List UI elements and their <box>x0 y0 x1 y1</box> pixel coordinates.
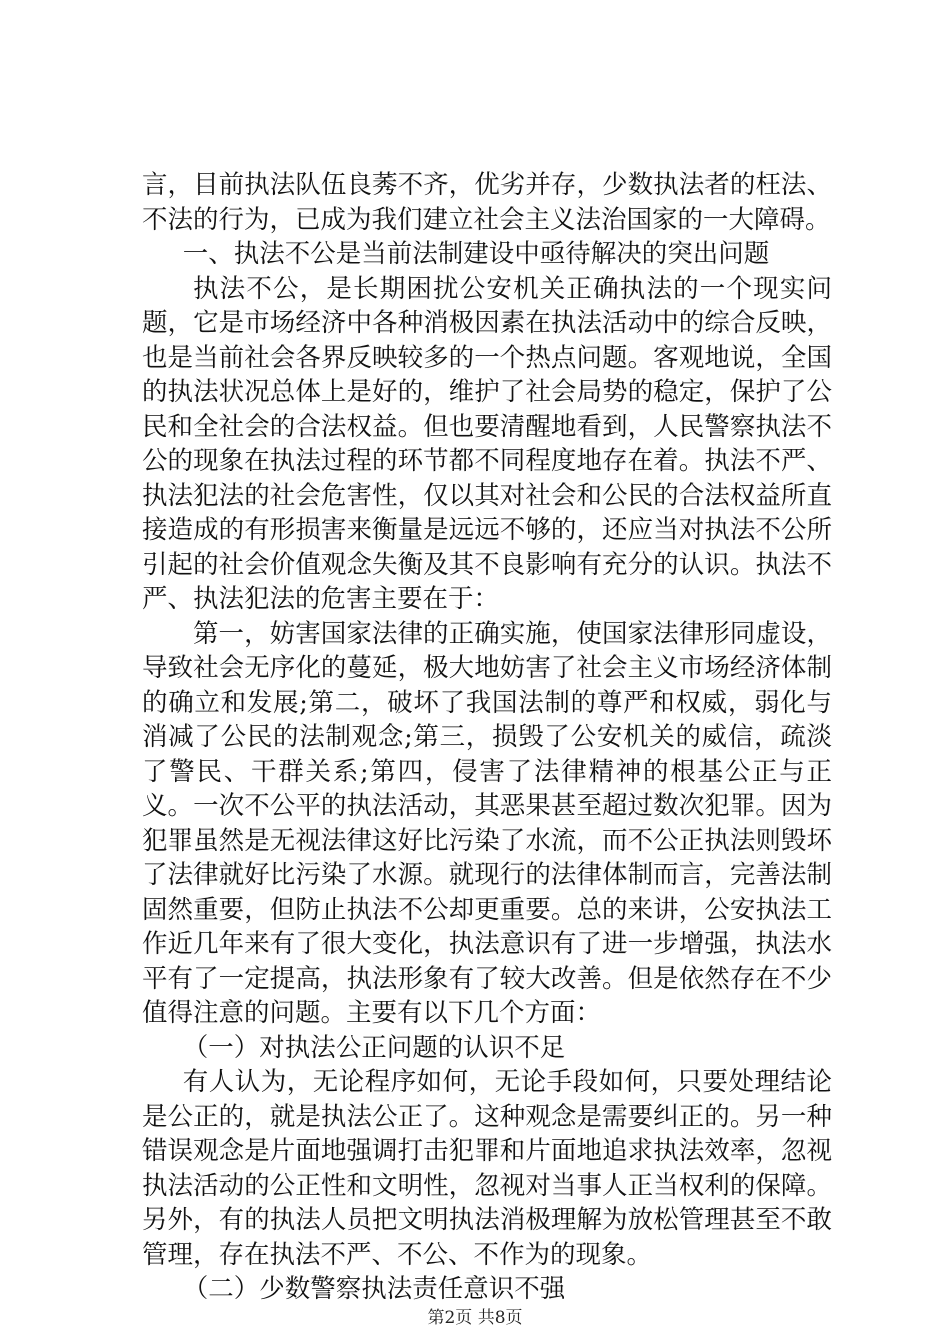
document-body <box>142 168 832 1307</box>
page-footer: 第2页 共8页 <box>427 1308 523 1328</box>
section-heading-1: 一、执法不公是当前法制建设中亟待解决的突出问题 <box>182 239 770 269</box>
paragraph-unfair-enforcement: 执法不公，是长期困扰公安机关正确执法的一个现实问题，它是市场经济中各种消极因素在执法活动中的综合反映，也是当前社会各界反映较多的一个热点问题。客观地说，全国的执法状况总体上是好的，维护了社会局势的稳定，保护了公民和全社会的合法权益。但也要清醒地看到，人民警察执法不公的现象在执法过程的环节都不同程度地存在着。执法不严、执法犯法的社会危害性，仅以其对社会和公民的合法权益所直接造成的有形损害来衡量是远远不够的，还应当对执法不公所引起的社会价值观念失衡及其不良影响有充分的认识。执法不严、执法犯法的危害主要在于： <box>142 273 832 614</box>
paragraph-misconceptions: 有人认为，无论程序如何，无论手段如何，只要处理结论是公正的，就是执法公正了。这种观念是需要纠正的。另一种错误观念是片面地强调打击犯罪和片面地追求执法效率，忽视执法活动的公正性和文明性，忽视对当事人正当权利的保障。另外，有的执法人员把文明执法消极理解为放松管理甚至不敢管理，存在执法不严、不公、不作为的现象。 <box>142 1067 832 1270</box>
paragraph-continuation: 言，目前执法队伍良莠不齐，优劣并存，少数执法者的枉法、不法的行为，已成为我们建立社会主义法治国家的一大障碍。 <box>142 170 832 235</box>
subheading-2: （二）少数警察执法责任意识不强 <box>182 1274 566 1304</box>
subheading-1: （一）对执法公正问题的认识不足 <box>182 1032 566 1063</box>
paragraph-harms: 第一，妨害国家法律的正确实施，使国家法律形同虚设，导致社会无序化的蔓延，极大地妨害了社会主义市场经济体制的确立和发展;第二，破坏了我国法制的尊严和权威，弱化与消减了公民的法制观念;第三，损毁了公安机关的威信，疏淡了警民、干群关系;第四，侵害了法律精神的根基公正与正义。一次不公平的执法活动，其恶果甚至超过数次犯罪。因为犯罪虽然是无视法律这好比污染了水流，而不公正执法则毁坏了法律就好比污染了水源。就现行的法律体制而言，完善法制固然重要，但防止执法不公却更重要。总的来讲，公安执法工作近几年来有了很大变化，执法意识有了进一步增强，执法水平有了一定提高，执法形象有了较大改善。但是依然存在不少值得注意的问题。主要有以下几个方面： <box>142 618 832 1028</box>
